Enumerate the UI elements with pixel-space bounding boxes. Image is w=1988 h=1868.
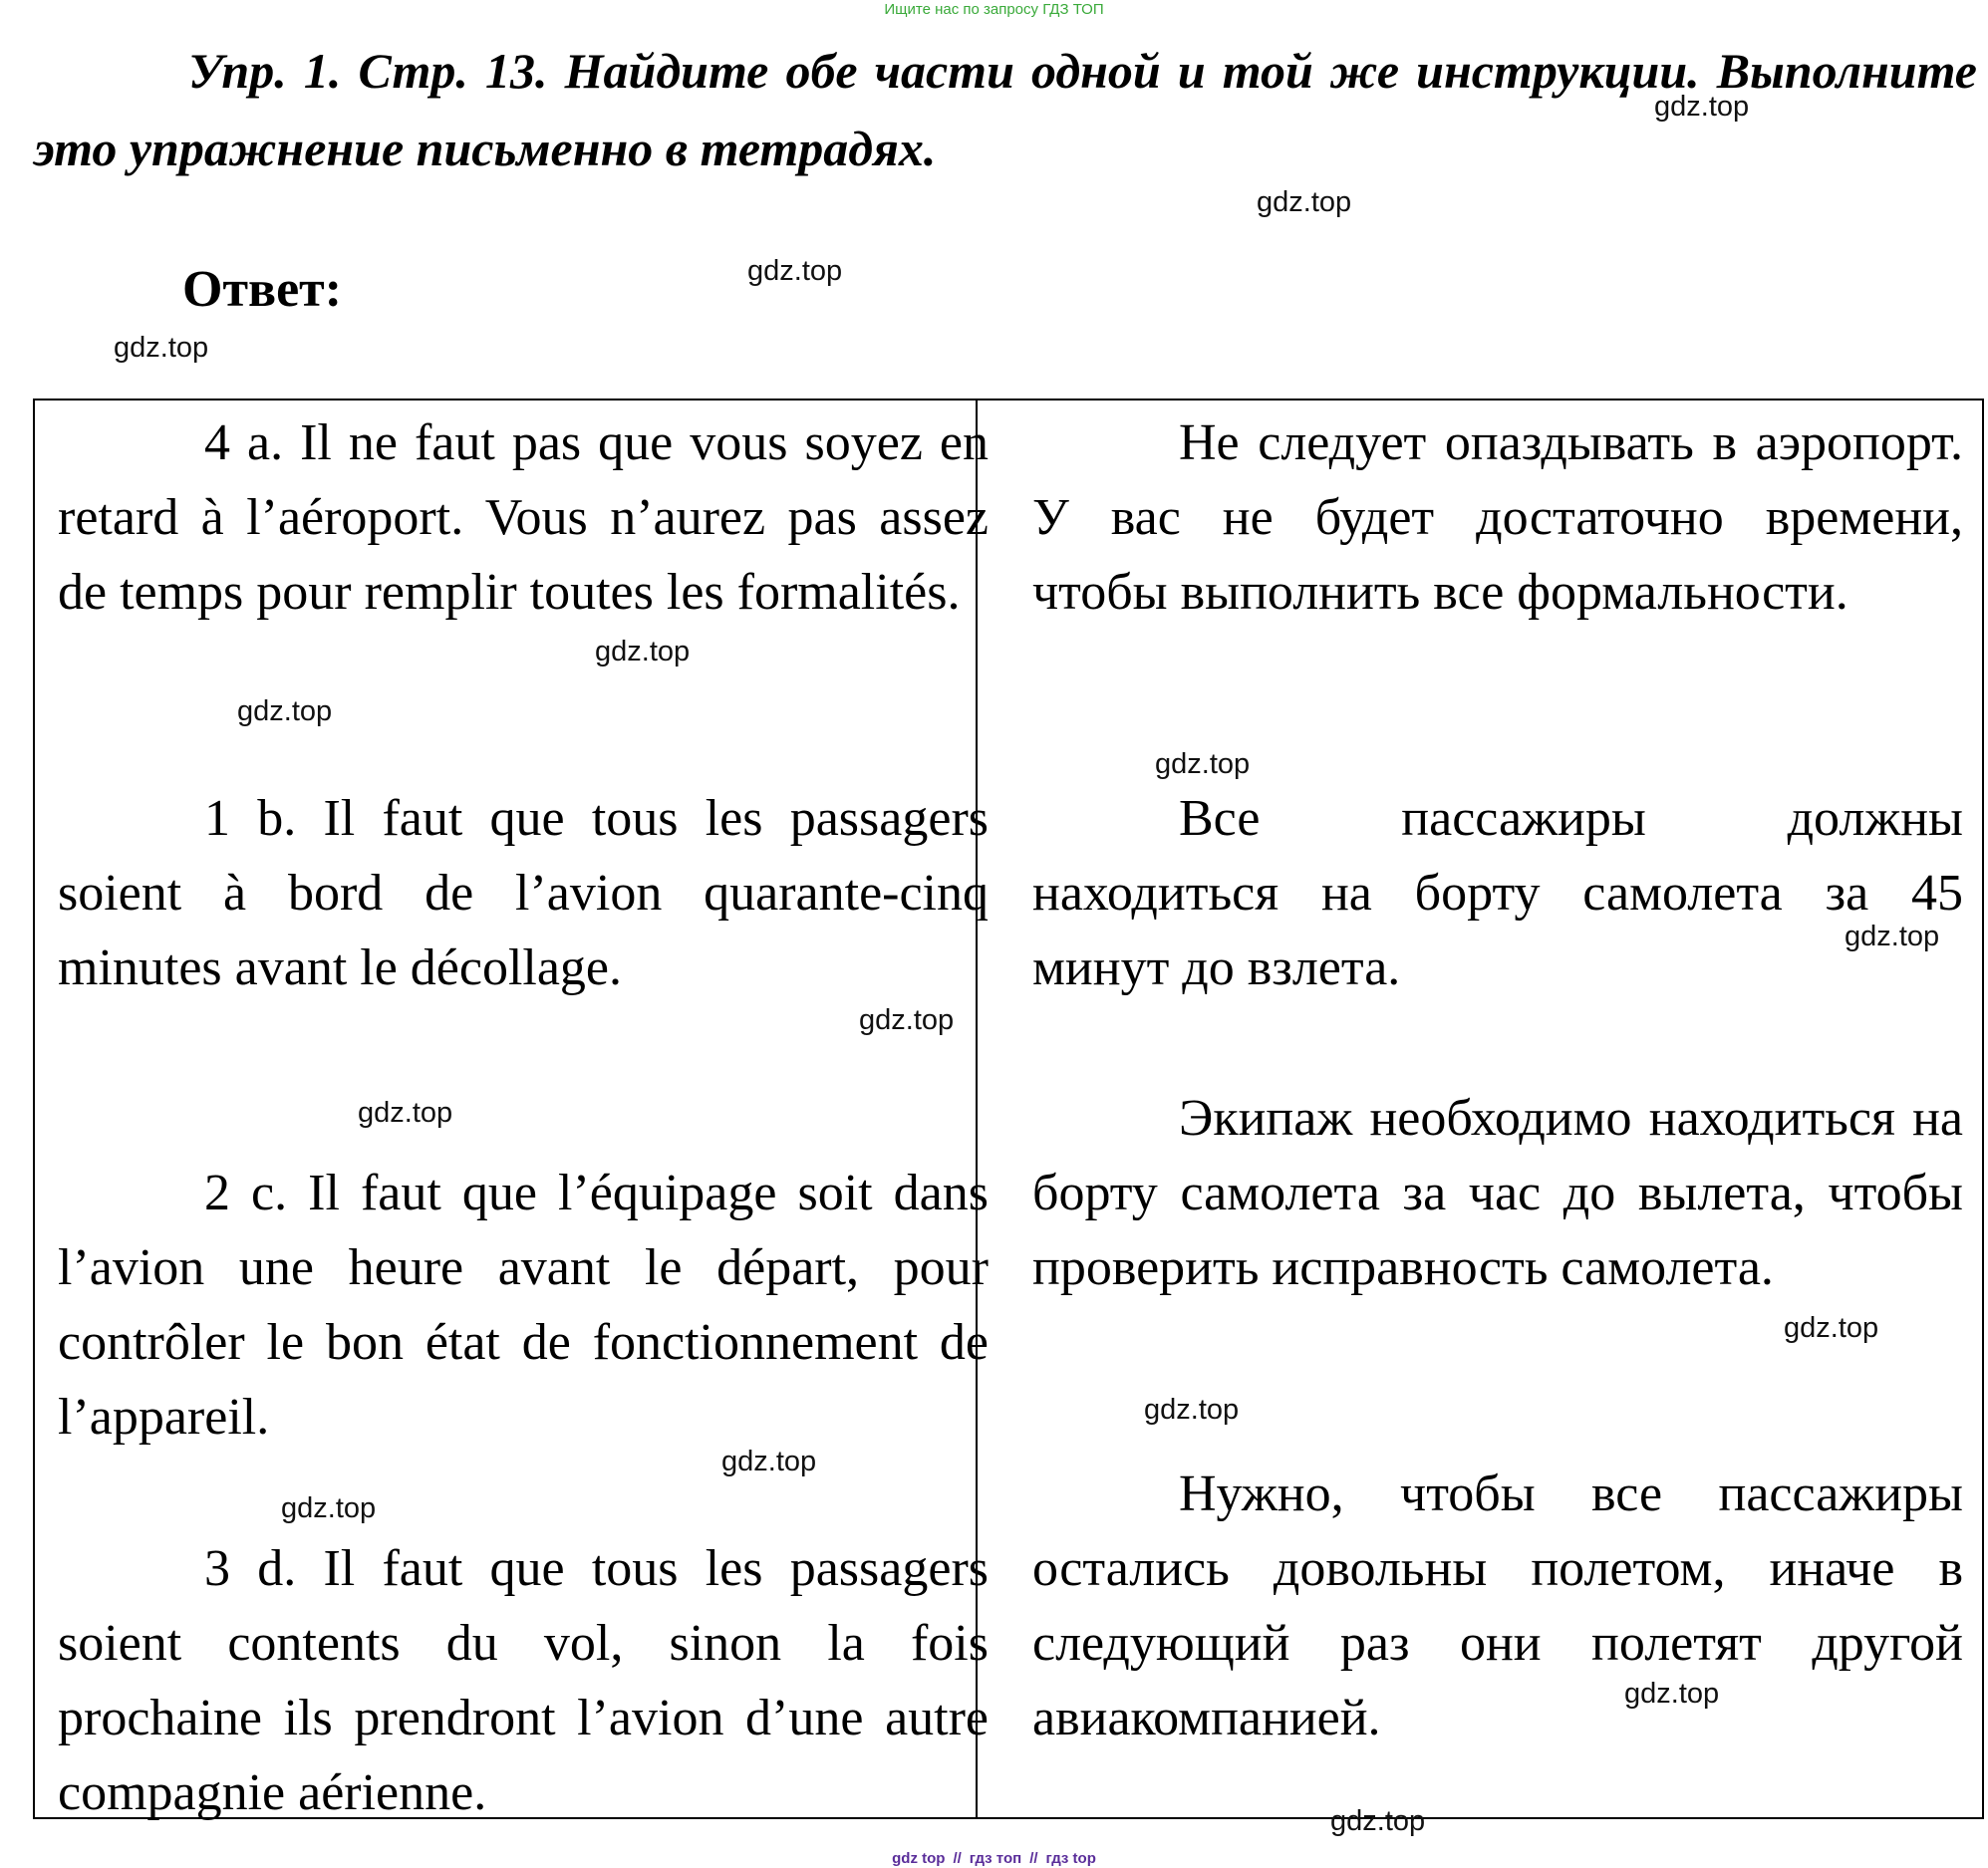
table-cell-fr-row-2: 1 b. Il faut que tous les passagers soient à bord de l’avion quarante-cinq minutes avant le décollage. xyxy=(58,790,989,996)
footer-links xyxy=(0,1850,1988,1868)
table-cell-fr-row-3: 2 c. Il faut que l’équipage soit dans l’avion une heure avant le départ, pour contrôler le bon état de fonctionnement de l’appareil. xyxy=(58,1165,989,1446)
footer-link-gdz-top[interactable]: gdz top xyxy=(892,1850,946,1867)
watermark: gdz.top xyxy=(281,1492,377,1524)
footer-link-gdz-top-ru[interactable]: гдз топ xyxy=(969,1850,1022,1867)
watermark: gdz.top xyxy=(747,255,843,287)
table-cell-ru-row-1: Не следует опаздывать в аэропорт. У вас не будет достаточно времени, чтобы выполнить все формальности. xyxy=(1032,414,1963,621)
watermark: gdz.top xyxy=(358,1097,453,1129)
footer-separator: // xyxy=(1029,1850,1038,1867)
top-search-banner: Ищите нас по запросу ГДЗ ТОП xyxy=(884,1,1104,18)
watermark: gdz.top xyxy=(721,1446,817,1477)
table-cell-ru-row-2: Все пассажиры должны находиться на борту самолета за 45 минут до взлета. xyxy=(1032,790,1963,996)
watermark: gdz.top xyxy=(1330,1805,1426,1837)
table-cell-fr-row-1: 4 a. Il ne faut pas que vous soyez en retard à l’aéroport. Vous n’aurez pas assez de temps pour remplir toutes les formalités. xyxy=(58,414,989,621)
answer-label: Ответ: xyxy=(182,261,343,318)
table-cell-fr-row-4: 3 d. Il faut que tous les passagers soient contents du vol, sinon la fois prochaine ils prendront l’avion d’une autre compagnie aérienne. xyxy=(58,1540,989,1821)
watermark: gdz.top xyxy=(1784,1312,1879,1344)
watermark: gdz.top xyxy=(859,1004,955,1036)
table-cell-ru-row-4: Нужно, чтобы все пассажиры остались довольны полетом, иначе в следующий раз они полетят другой авиакомпанией. xyxy=(1032,1466,1963,1746)
watermark: gdz.top xyxy=(1654,91,1750,123)
watermark: gdz.top xyxy=(237,695,333,727)
table-cell-ru-row-3: Экипаж необходимо находиться на борту самолета за час до вылета, чтобы проверить исправность самолета. xyxy=(1032,1090,1963,1296)
watermark: gdz.top xyxy=(1845,921,1940,952)
watermark: gdz.top xyxy=(1624,1678,1720,1710)
watermark: gdz.top xyxy=(1257,186,1352,218)
watermark: gdz.top xyxy=(1155,748,1251,780)
watermark: gdz.top xyxy=(1144,1394,1240,1426)
footer-separator: // xyxy=(953,1850,962,1867)
exercise-heading: Упр. 1. Стр. 13. Найдите обе части одной и той же инструкции. Выполните это упражнение письменно в тетрадях. xyxy=(34,43,1977,176)
watermark: gdz.top xyxy=(595,636,691,667)
watermark: gdz.top xyxy=(114,332,209,364)
footer-link-gdz-top-mixed[interactable]: гдз top xyxy=(1045,1850,1096,1867)
